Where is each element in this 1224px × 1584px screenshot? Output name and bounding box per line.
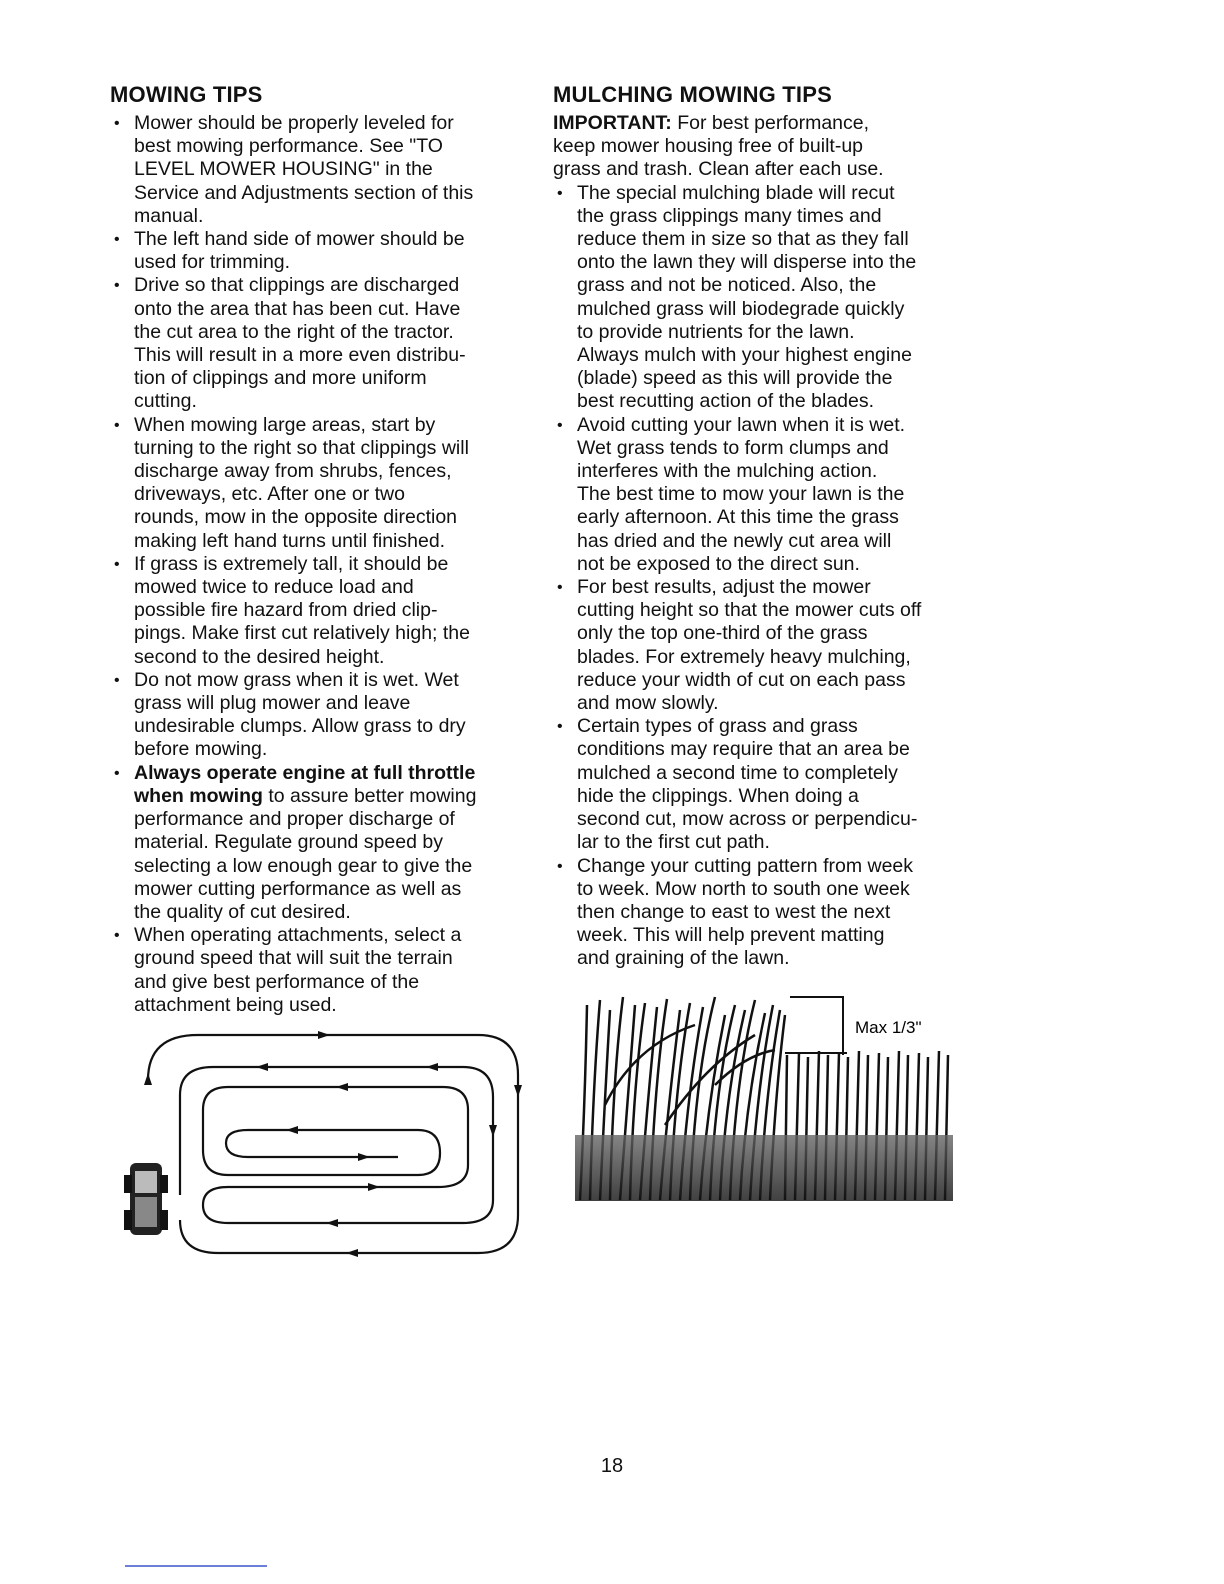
list-item: • Drive so that clippings are discharged onto the area that has been cut. Have the cut area to the right of the tractor. This will result in a more even distribu- tion of clippings and more uniform cutting. [110,274,530,413]
mulching-tips-list [553,182,978,971]
list-item: • Do not mow grass when it is wet. Wet grass will plug mower and leave undesirable clumps. Allow grass to dry before mowing. [110,669,530,762]
list-item: • If grass is extremely tall, it should be mowed twice to reduce load and possible fire hazard from dried clip- pings. Make first cut relatively high; the second to the desired height. [110,553,530,669]
list-item: • When mowing large areas, start by turning to the right so that clippings will discharge away from shrubs, fences, driveways, etc. After one or two rounds, mow in the opposite direction making left hand turns until finished. [110,414,530,553]
list-item: • Avoid cutting your lawn when it is wet. Wet grass tends to form clumps and interferes with the mulching action. The best time to mow your lawn is the early afternoon. At this time the grass has dried and the newly cut area will not be exposed to the direct sun. [553,414,978,576]
tractor-icon [124,1163,168,1235]
mulching-tips-section [553,82,978,971]
grass-height-diagram [575,985,955,1203]
list-item: • When operating attachments, select a ground speed that will suit the terrain and give best performance of the attachment being used. [110,924,530,1017]
scan-artifact-line [125,1565,267,1567]
mulching-tips-heading: MULCHING MOWING TIPS [553,82,832,107]
mowing-tips-section [110,82,530,1017]
list-item: • The special mulching blade will recut the grass clippings many times and reduce them in size so that as they fall onto the lawn they will disperse into the grass and not be noticed. Also, the mulched grass will biodegrade quickly to provide nutrients for the lawn. Always mulch with your highest engine (blade) speed as this will provide the best recutting action of the blades. [553,182,978,414]
list-item: • For best results, adjust the mower cutting height so that the mower cuts off only the top one-third of the grass blades. For extremely heavy mulching, reduce your width of cut on each pass and mow slowly. [553,576,978,715]
important-note: IMPORTANT: For best performance, keep mower housing free of built-up grass and trash. Clean after each use. [553,112,884,181]
throttle-emphasis: Always operate engine at full throttle when mowing [134,761,476,807]
max-height-label: Max 1/3" [855,1018,922,1037]
list-item: • The left hand side of mower should be used for trimming. [110,228,530,274]
list-item: • Mower should be properly leveled for best mowing performance. See "TO LEVEL MOWER HOUSING" in the Service and Adjustments section of this manual. [110,112,530,228]
important-label: IMPORTANT: [553,112,672,134]
page-number: 18 [600,1455,624,1477]
mowing-tips-list [110,112,530,1017]
list-item: • Change your cutting pattern from week to week. Mow north to south one week then change to east to west the next week. This will help prevent matting and graining of the lawn. [553,855,978,971]
mowing-pattern-diagram [118,1025,533,1265]
mowing-tips-heading: MOWING TIPS [110,82,263,107]
list-item: • Always operate engine at full throttle when mowing to assure better mowing performance and proper discharge of material. Regulate ground speed by selecting a low enough gear to give the mower cutting performance as well as the quality of cut desired. [110,762,530,924]
list-item: • Certain types of grass and grass conditions may require that an area be mulched a second time to completely hide the clippings. When doing a second cut, mow across or perpendicu- lar to the first cut path. [553,715,978,854]
